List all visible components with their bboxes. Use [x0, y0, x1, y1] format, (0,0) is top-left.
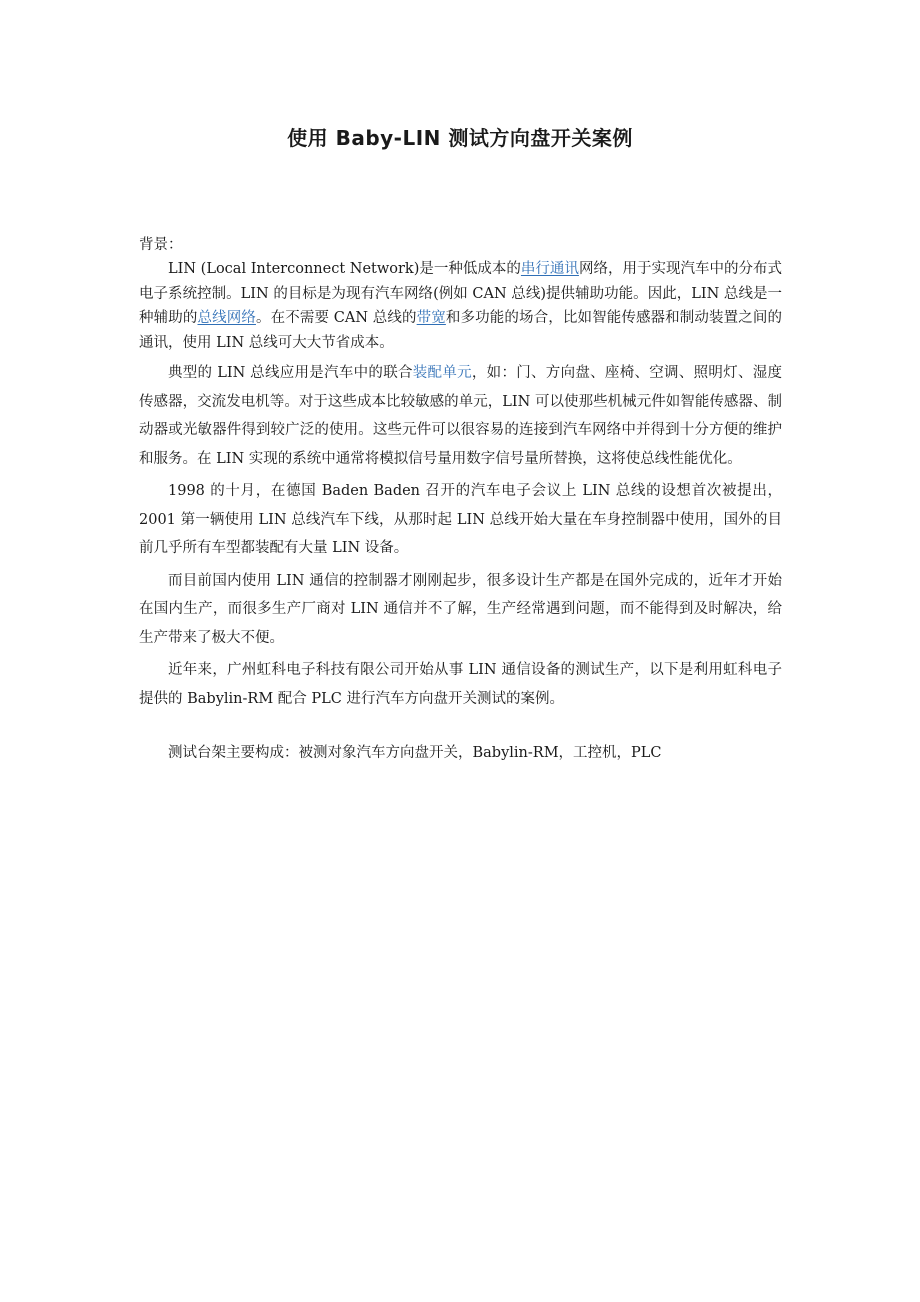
document-body [139, 234, 782, 768]
paragraph-domestic-status: 而目前国内使用 LIN 通信的控制器才刚刚起步，很多设计生产都是在国外完成的，近年才开始在国内生产，而很多生产厂商对 LIN 通信并不了解，生产经常遇到问题，而不能得到及时解决，给生产带来了极大不便。 [139, 572, 782, 646]
highlight-assembly-unit: 装配单元 [412, 365, 472, 381]
background-label: 背景： [139, 237, 183, 253]
paragraph-lin-intro [139, 257, 782, 355]
paragraph-history: 1998 的十月，在德国 Baden Baden 召开的汽车电子会议上 LIN 总线的设想首次被提出，2001 第一辆使用 LIN 总线汽车下线，从那时起 LIN 总线开始大量在车身控制器中使用，国外的目前几乎所有车型都装配有大量 LIN 设备。 [139, 483, 782, 556]
paragraph-text: 。在不需要 CAN 总线的 [255, 310, 417, 326]
paragraph-text: ，如：门、方向盘、座椅、空调、照明灯、湿度传感器，交流发电机等。对于这些成本比较敏感的单元，LIN 可以使那些机械元件如智能传感器、制动器或光敏器件得到较广泛的使用。这些元件可以很容易的连接到汽车网络中并得到十分方便的维护和服务。在 LIN 实现的系统中通常将模拟信号量用数字信号量所替换，这将使总线性能优化。 [139, 365, 783, 467]
paragraph-company-intro: 近年来，广州虹科电子科技有限公司开始从事 LIN 通信设备的测试生产，以下是利用虹科电子提供的 Babylin-RM 配合 PLC 进行汽车方向盘开关测试的案例。 [139, 662, 782, 707]
paragraph-text: LIN (Local Interconnect Network)是一种低成本的 [168, 261, 521, 277]
document-title: 使用 Baby-LIN 测试方向盘开关案例 [287, 126, 633, 150]
paragraph-text: 网络，用于实现汽车中的分布式电子系统控制。LIN 的目标是为现有汽车网络(例如 CAN 总线)提供辅助功能。因此，LIN 总线是一种辅助的 [139, 261, 783, 326]
link-serial-communication[interactable]: 串行通讯 [520, 261, 579, 277]
paragraph-typical-applications [139, 359, 782, 473]
paragraph-test-bench: 测试台架主要构成：被测对象汽车方向盘开关，Babylin-RM，工控机，PLC [168, 745, 662, 761]
paragraph-text: 和多功能的场合，比如智能传感器和制动装置之间的通讯，使用 LIN 总线可大大节省成本。 [139, 310, 783, 351]
paragraph-text: 典型的 LIN 总线应用是汽车中的联合 [168, 365, 413, 381]
link-bandwidth[interactable]: 带宽 [416, 310, 446, 326]
link-bus-network[interactable]: 总线网络 [197, 310, 256, 326]
